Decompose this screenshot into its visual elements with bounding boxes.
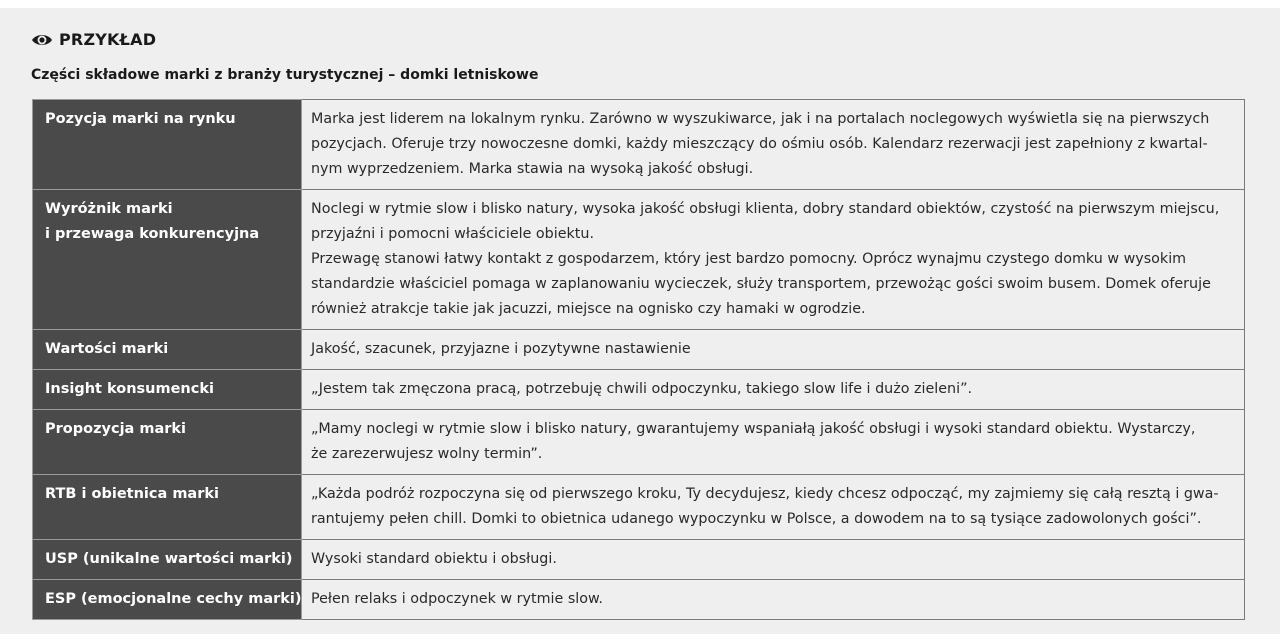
row-label-cell: [33, 100, 302, 190]
row-label: RTB i obietnica marki: [45, 486, 219, 502]
row-value-cell: [302, 410, 1245, 475]
table-row: [33, 190, 1245, 330]
row-value: że zarezerwujesz wolny termin”.: [311, 446, 543, 462]
row-label-cell: [33, 330, 302, 370]
row-value-cell: [302, 370, 1245, 410]
row-value: „Jestem tak zmęczona pracą, potrzebuję chwili odpoczynku, takiego slow life i dużo zieleni”.: [311, 381, 973, 397]
row-value-cell: [302, 330, 1245, 370]
table-title: Części składowe marki z branży turystycznej – domki letniskowe: [31, 67, 539, 83]
row-label: Wartości marki: [45, 341, 169, 357]
example-label: PRZYKŁAD: [59, 30, 157, 49]
row-label-cell: [33, 580, 302, 620]
row-value: „Mamy noclegi w rytmie slow i blisko natury, gwarantujemy wspaniałą jakość obsługi i wysoki standard obiektu. Wystarczy,: [311, 421, 1196, 437]
row-value: rantujemy pełen chill. Domki to obietnica udanego wypoczynku w Polsce, a dowodem na to są tysiące zadowolonych gości”.: [311, 511, 1202, 527]
row-value: Przewagę stanowi łatwy kontakt z gospodarzem, który jest bardzo pomocny. Oprócz wynajmu czystego domku w wysokim: [311, 251, 1187, 267]
example-panel: [0, 8, 1280, 634]
row-label-cell: [33, 370, 302, 410]
row-value: przyjaźni i pomocni właściciele obiektu.: [311, 226, 595, 242]
table-row: [33, 100, 1245, 190]
table-row: [33, 370, 1245, 410]
row-value: Jakość, szacunek, przyjazne i pozytywne nastawienie: [311, 341, 691, 357]
row-value: standardzie właściciel pomaga w zaplanowaniu wycieczek, służy transportem, przewożąc gości swoim busem. Domek oferuje: [311, 276, 1211, 292]
row-value: również atrakcje takie jak jacuzzi, miejsce na ognisko czy hamaki w ogrodzie.: [311, 301, 866, 317]
row-value-cell: [302, 100, 1245, 190]
row-label-cell: [33, 475, 302, 540]
row-label: USP (unikalne wartości marki): [45, 551, 293, 567]
example-header: [31, 30, 156, 49]
row-label: Pozycja marki na rynku: [45, 111, 236, 127]
row-value: Marka jest liderem na lokalnym rynku. Zarówno w wyszukiwarce, jak i na portalach noclegowych wyświetla się na pierwszych: [311, 111, 1210, 127]
row-value-cell: [302, 540, 1245, 580]
row-value-cell: [302, 580, 1245, 620]
eye-icon: [31, 32, 53, 48]
row-value: Wysoki standard obiektu i obsługi.: [311, 551, 557, 567]
row-value-cell: [302, 475, 1245, 540]
row-value: Pełen relaks i odpoczynek w rytmie slow.: [311, 591, 603, 607]
row-label-cell: [33, 540, 302, 580]
row-label: Wyróżnik marki: [45, 201, 173, 217]
table-row: [33, 475, 1245, 540]
table-row: [33, 580, 1245, 620]
table-row: [33, 540, 1245, 580]
row-label-cell: [33, 410, 302, 475]
table-row: [33, 410, 1245, 475]
table-row: [33, 330, 1245, 370]
row-label: ESP (emocjonalne cechy marki): [45, 591, 302, 607]
row-value: nym wyprzedzeniem. Marka stawia na wysoką jakość obsługi.: [311, 161, 754, 177]
row-value: pozycjach. Oferuje trzy nowoczesne domki, każdy mieszczący do ośmiu osób. Kalendarz rezerwacji jest zapełniony z kwartal-: [311, 136, 1208, 152]
row-label: Insight konsumencki: [45, 381, 214, 397]
brand-components-table: [32, 99, 1245, 620]
row-label-cell: [33, 190, 302, 330]
row-value: Noclegi w rytmie slow i blisko natury, wysoka jakość obsługi klienta, dobry standard obiektów, czystość na pierwszym miejscu,: [311, 201, 1220, 217]
row-label: Propozycja marki: [45, 421, 187, 437]
row-value-cell: [302, 190, 1245, 330]
row-label: i przewaga konkurencyjna: [45, 226, 260, 242]
row-value: „Każda podróż rozpoczyna się od pierwszego kroku, Ty decydujesz, kiedy chcesz odpocząć, my zajmiemy się całą resztą i gwa-: [311, 486, 1219, 502]
